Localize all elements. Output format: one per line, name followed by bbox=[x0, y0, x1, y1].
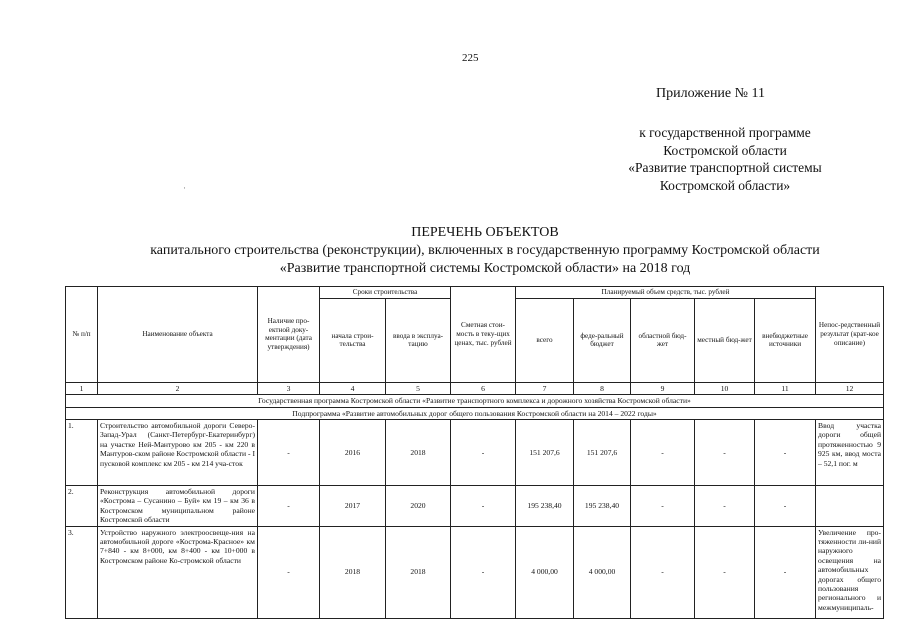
table-row bbox=[66, 420, 884, 486]
program-line: Костромской области» bbox=[659, 177, 791, 193]
row-local: - bbox=[695, 526, 755, 618]
row-extrabudget: - bbox=[755, 486, 816, 527]
objects-table bbox=[65, 286, 884, 619]
table-row bbox=[66, 486, 884, 527]
column-number: 2 bbox=[98, 382, 258, 394]
row-federal: 4 000,00 bbox=[574, 526, 631, 618]
row-total: 195 238,40 bbox=[516, 486, 574, 527]
page-number: 225 bbox=[462, 52, 479, 64]
program-row: Государственная программа Костромской области «Развитие транспортного комплекса и дорожного хозяйства Костромской области» bbox=[66, 395, 884, 407]
row-result: Ввод участка дороги общей протяженностью 9 925 км, ввод моста – 52,1 пог. м bbox=[816, 420, 884, 486]
header-estimate: Сметная стои-мость в теку-щих ценах, тыс. рублей bbox=[451, 287, 516, 383]
row-docs: - bbox=[258, 526, 320, 618]
column-number: 4 bbox=[320, 382, 386, 394]
appendix-title: Приложение № 11 bbox=[656, 86, 765, 101]
header-terms-group: Сроки строительства bbox=[320, 287, 451, 299]
header-federal: феде-ральный бюджет bbox=[574, 298, 631, 382]
row-docs: - bbox=[258, 420, 320, 486]
header-result: Непос-редственный результат (крат-кое описание) bbox=[816, 287, 884, 383]
row-estimate: - bbox=[451, 486, 516, 527]
row-start: 2016 bbox=[320, 420, 386, 486]
row-name: Реконструкция автомобильной дороги «Кострома – Сусанино – Буй» км 19 – км 36 в Костромском муниципальном районе Костромской области bbox=[98, 486, 258, 527]
row-num: 1. bbox=[66, 420, 98, 486]
row-name: Строительство автомобильной дороги Северо-Запад-Урал (Санкт-Петербург-Екатеринбург) на участке Ней-Мантурово км 205 - км 220 в Мантуров-ском районе Костромской области - I пусковой комплекс км 205 - км 214 уча-сток bbox=[98, 420, 258, 486]
row-start: 2017 bbox=[320, 486, 386, 527]
header-num: № п/п bbox=[66, 287, 98, 383]
row-result: Увеличение про-тяженности ли-ний наружного освещения на автомобильных дорогах общего пользования регионального и межмуниципаль- bbox=[816, 526, 884, 618]
header-docs: Наличие про-ектной доку-ментации (дата утверждения) bbox=[258, 287, 320, 383]
column-number-row bbox=[66, 382, 884, 394]
row-federal: 195 238,40 bbox=[574, 486, 631, 527]
row-num: 2. bbox=[66, 486, 98, 527]
row-federal: 151 207,6 bbox=[574, 420, 631, 486]
row-local: - bbox=[695, 486, 755, 527]
row-docs: - bbox=[258, 486, 320, 527]
row-regional: - bbox=[631, 486, 695, 527]
row-regional: - bbox=[631, 420, 695, 486]
row-regional: - bbox=[631, 526, 695, 618]
row-extrabudget: - bbox=[755, 526, 816, 618]
header-local: местный бюд-жет bbox=[695, 298, 755, 382]
column-number: 10 bbox=[695, 382, 755, 394]
header-start: начала строи-тельства bbox=[320, 298, 386, 382]
column-number: 5 bbox=[386, 382, 451, 394]
row-estimate: - bbox=[451, 420, 516, 486]
program-line: к государственной программе bbox=[639, 125, 811, 140]
row-local: - bbox=[695, 420, 755, 486]
column-number: 8 bbox=[574, 382, 631, 394]
row-result bbox=[816, 486, 884, 527]
column-number: 6 bbox=[451, 382, 516, 394]
row-extrabudget: - bbox=[755, 420, 816, 486]
table-row bbox=[66, 526, 884, 618]
column-number: 9 bbox=[631, 382, 695, 394]
program-line: Костромской области bbox=[663, 142, 787, 158]
column-number: 12 bbox=[816, 382, 884, 394]
column-number: 3 bbox=[258, 382, 320, 394]
program-line: «Развитие транспортной системы bbox=[628, 160, 822, 175]
title-line: ПЕРЕЧЕНЬ ОБЪЕКТОВ bbox=[411, 225, 559, 240]
program-reference bbox=[590, 124, 860, 194]
row-num: 3. bbox=[66, 526, 98, 618]
subprogram-row: Подпрограмма «Развитие автомобильных дорог общего пользования Костромской области на 2014 – 2022 годы» bbox=[66, 407, 884, 419]
row-start: 2018 bbox=[320, 526, 386, 618]
row-commission: 2020 bbox=[386, 486, 451, 527]
row-name: Устройство наружного электроосвеще-ния на автомобильной дороге «Кострома-Красное» км 7+840 - км 8+000, км 8+400 - км 10+000 в Костромском районе Ко-стромской области bbox=[98, 526, 258, 618]
row-commission: 2018 bbox=[386, 526, 451, 618]
title-line: «Развитие транспортной системы Костромской области» на 2018 год bbox=[279, 261, 691, 276]
header-total: всего bbox=[516, 298, 574, 382]
header-commission: ввода в эксплуа-тацию bbox=[386, 298, 451, 382]
header-extrabudget: внебюджетные источники bbox=[755, 298, 816, 382]
header-funding-group: Планируемый объем средств, тыс. рублей bbox=[516, 287, 816, 299]
header-regional: областной бюд-жет bbox=[631, 298, 695, 382]
row-estimate: - bbox=[451, 526, 516, 618]
document-title bbox=[70, 224, 900, 278]
scan-mark: · bbox=[183, 183, 186, 193]
column-number: 1 bbox=[66, 382, 98, 394]
row-total: 151 207,6 bbox=[516, 420, 574, 486]
row-commission: 2018 bbox=[386, 420, 451, 486]
row-total: 4 000,00 bbox=[516, 526, 574, 618]
column-number: 11 bbox=[755, 382, 816, 394]
column-number: 7 bbox=[516, 382, 574, 394]
title-line: капитального строительства (реконструкции), включенных в государственную программу Костромской области bbox=[150, 243, 820, 258]
header-name: Наименование объекта bbox=[98, 287, 258, 383]
